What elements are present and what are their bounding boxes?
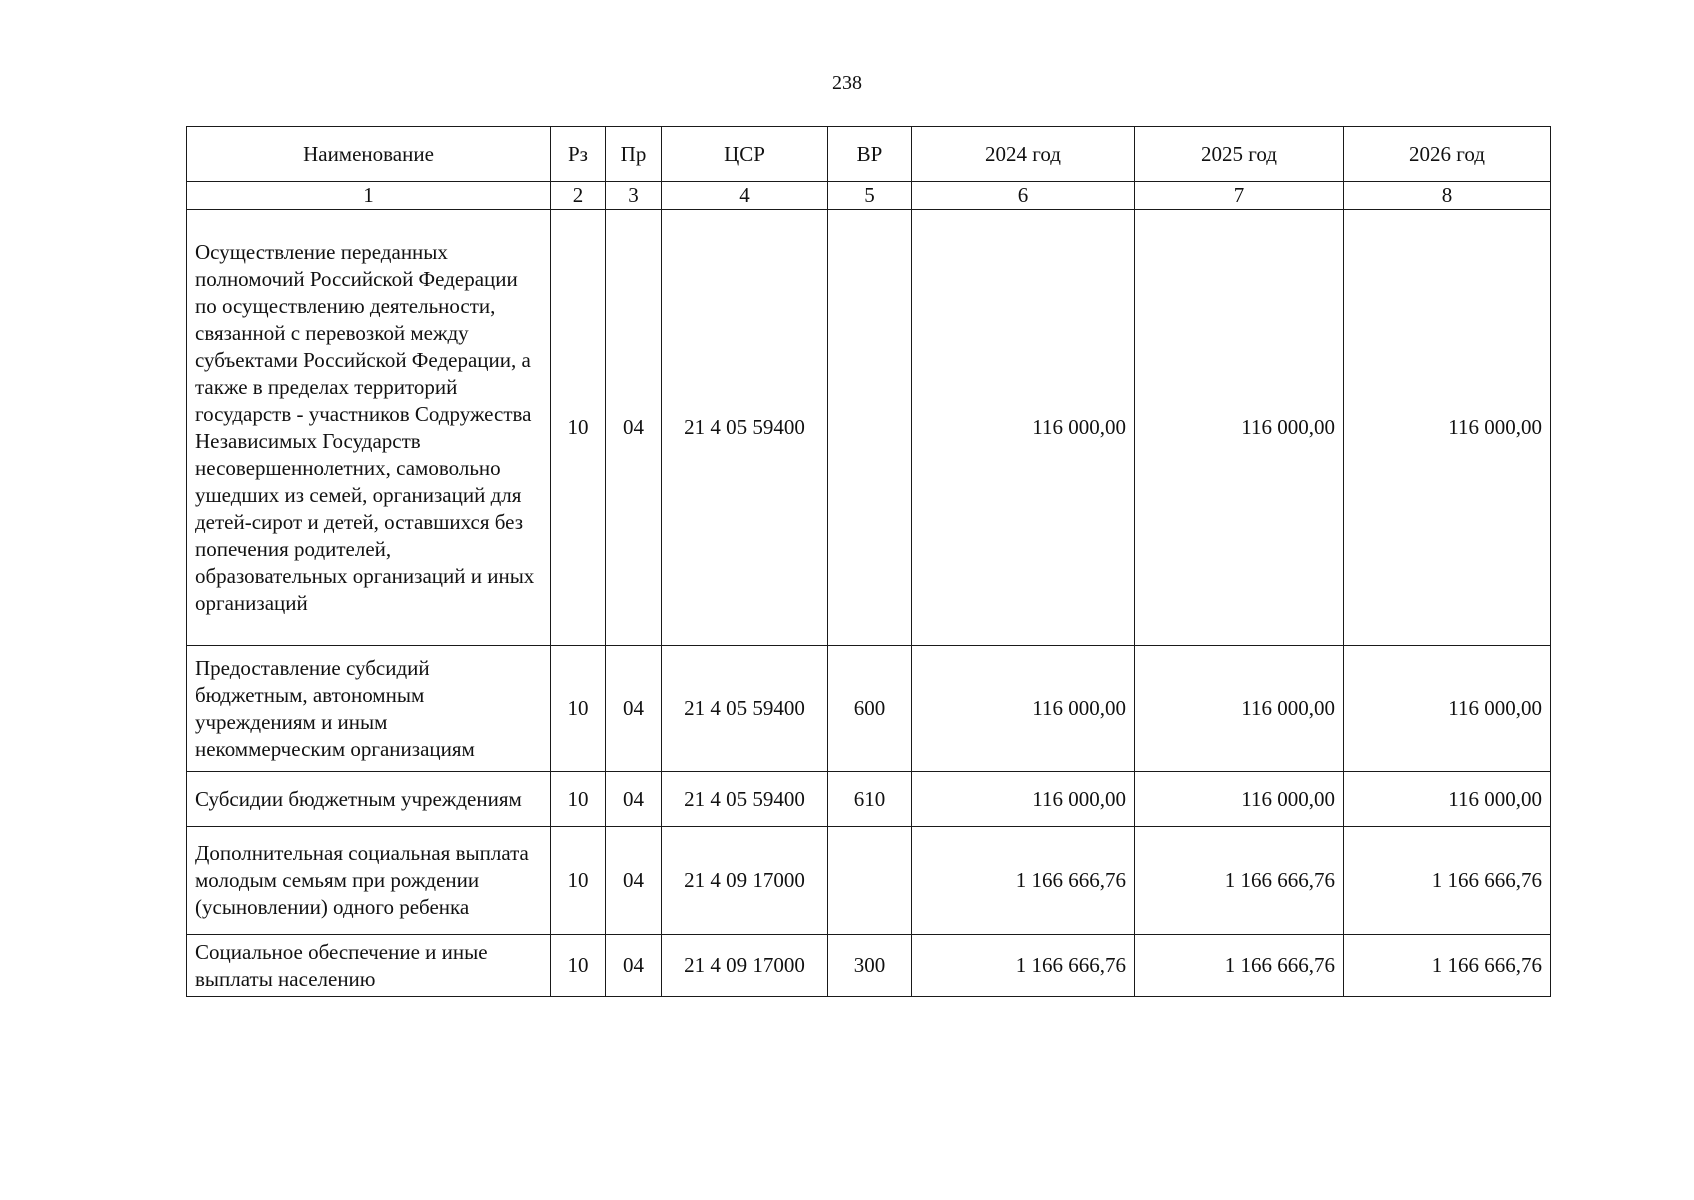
row-vr xyxy=(828,210,912,646)
row-2026: 116 000,00 xyxy=(1344,772,1551,827)
table-row xyxy=(187,772,1551,827)
column-number: 3 xyxy=(606,182,662,210)
header-pr: Пр xyxy=(606,127,662,182)
row-vr: 600 xyxy=(828,646,912,772)
header-csr: ЦСР xyxy=(662,127,828,182)
row-vr: 610 xyxy=(828,772,912,827)
column-number: 8 xyxy=(1344,182,1551,210)
column-number: 7 xyxy=(1135,182,1344,210)
header-2025: 2025 год xyxy=(1135,127,1344,182)
row-name: Дополнительная социальная выплата молодым семьям при рождении (усыновлении) одного ребенка xyxy=(187,827,551,935)
row-2024: 116 000,00 xyxy=(912,646,1135,772)
row-2025: 1 166 666,76 xyxy=(1135,935,1344,997)
row-pr: 04 xyxy=(606,935,662,997)
column-number: 5 xyxy=(828,182,912,210)
row-2024: 1 166 666,76 xyxy=(912,827,1135,935)
row-2026: 1 166 666,76 xyxy=(1344,935,1551,997)
row-pr: 04 xyxy=(606,827,662,935)
table-row xyxy=(187,935,1551,997)
row-rz: 10 xyxy=(551,772,606,827)
budget-table xyxy=(186,126,1551,997)
row-2025: 116 000,00 xyxy=(1135,772,1344,827)
page-number: 238 xyxy=(832,72,862,94)
table-row xyxy=(187,646,1551,772)
row-2025: 116 000,00 xyxy=(1135,210,1344,646)
header-name: Наименование xyxy=(187,127,551,182)
row-pr: 04 xyxy=(606,772,662,827)
row-rz: 10 xyxy=(551,935,606,997)
row-2024: 116 000,00 xyxy=(912,210,1135,646)
column-number-row xyxy=(187,182,1551,210)
row-2024: 116 000,00 xyxy=(912,772,1135,827)
column-number: 2 xyxy=(551,182,606,210)
header-vr: ВР xyxy=(828,127,912,182)
column-number: 6 xyxy=(912,182,1135,210)
row-rz: 10 xyxy=(551,827,606,935)
header-row xyxy=(187,127,1551,182)
row-name: Социальное обеспечение и иные выплаты населению xyxy=(187,935,551,997)
row-csr: 21 4 09 17000 xyxy=(662,935,828,997)
row-2026: 116 000,00 xyxy=(1344,646,1551,772)
row-name: Субсидии бюджетным учреждениям xyxy=(187,772,551,827)
table-row xyxy=(187,210,1551,646)
row-2025: 116 000,00 xyxy=(1135,646,1344,772)
row-vr: 300 xyxy=(828,935,912,997)
table-row xyxy=(187,827,1551,935)
column-number: 4 xyxy=(662,182,828,210)
row-2026: 1 166 666,76 xyxy=(1344,827,1551,935)
row-2026: 116 000,00 xyxy=(1344,210,1551,646)
row-csr: 21 4 05 59400 xyxy=(662,210,828,646)
header-2024: 2024 год xyxy=(912,127,1135,182)
row-rz: 10 xyxy=(551,210,606,646)
row-csr: 21 4 05 59400 xyxy=(662,646,828,772)
header-rz: Рз xyxy=(551,127,606,182)
row-pr: 04 xyxy=(606,646,662,772)
row-rz: 10 xyxy=(551,646,606,772)
row-csr: 21 4 05 59400 xyxy=(662,772,828,827)
header-2026: 2026 год xyxy=(1344,127,1551,182)
row-vr xyxy=(828,827,912,935)
column-number: 1 xyxy=(187,182,551,210)
row-pr: 04 xyxy=(606,210,662,646)
row-csr: 21 4 09 17000 xyxy=(662,827,828,935)
row-name: Предоставление субсидий бюджетным, автономным учреждениям и иным некоммерческим организациям xyxy=(187,646,551,772)
row-2024: 1 166 666,76 xyxy=(912,935,1135,997)
row-2025: 1 166 666,76 xyxy=(1135,827,1344,935)
row-name: Осуществление переданных полномочий Российской Федерации по осуществлению деятельности, связанной с перевозкой между субъектами Российской Федерации, а также в пределах территорий государств - участников Содружества Независимых Государств несовершеннолетних, самовольно ушедших из семей, организаций для детей-сирот и детей, оставшихся без попечения родителей, образовательных организаций и иных организаций xyxy=(187,210,551,646)
